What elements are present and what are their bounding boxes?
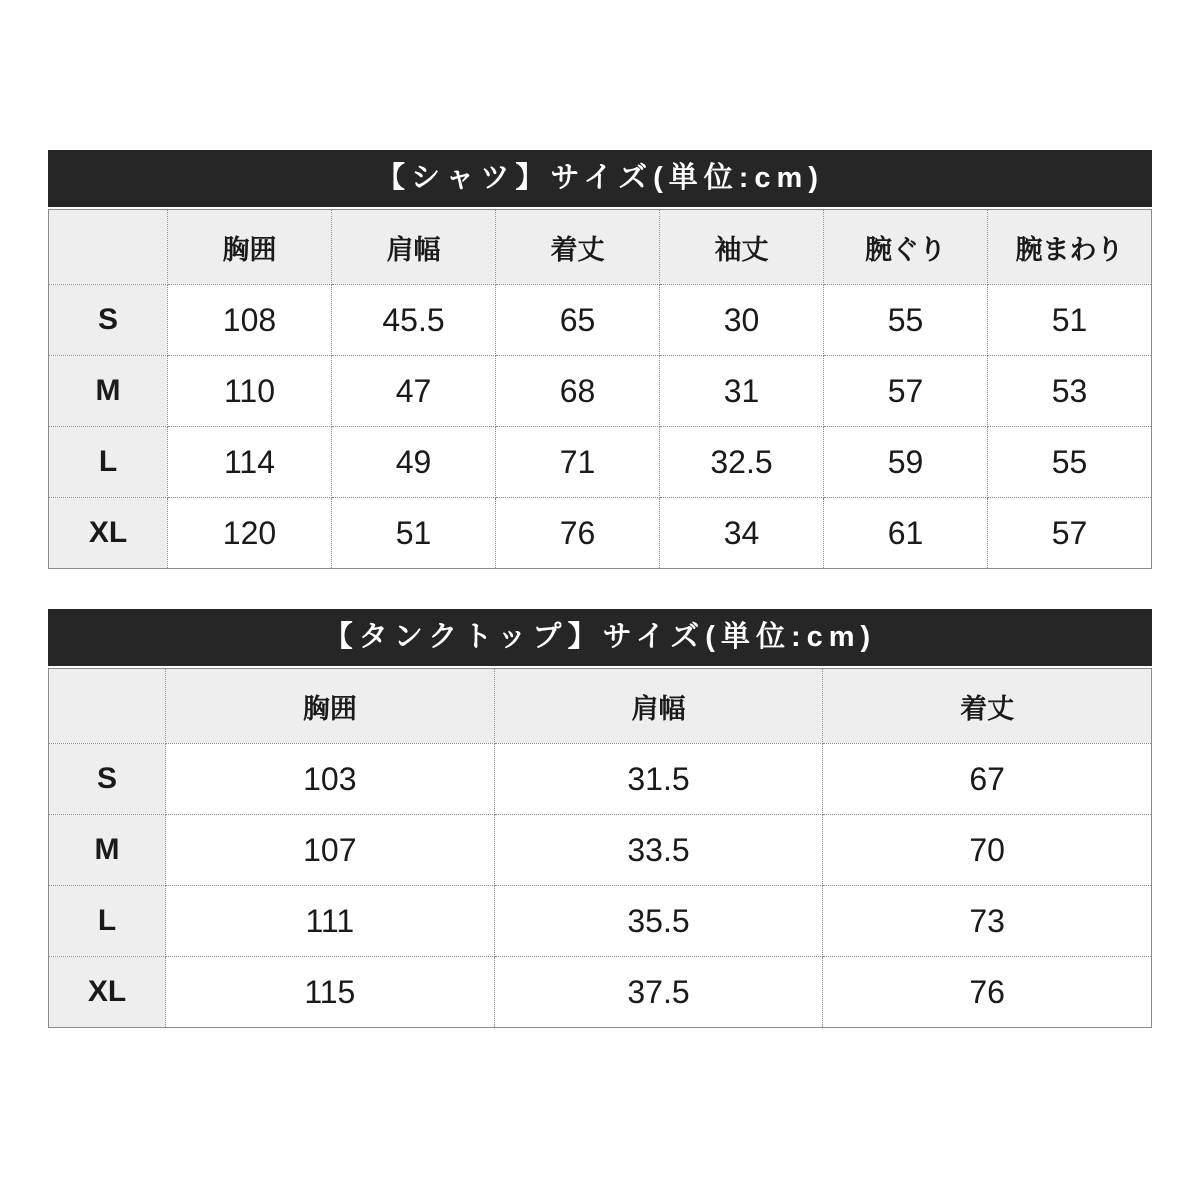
size-cell: 35.5 (494, 886, 823, 957)
size-cell: 51 (988, 285, 1152, 356)
column-header-sleeve: 袖丈 (660, 210, 824, 285)
tanktop-size-section (48, 609, 1152, 1028)
row-label: S (49, 285, 168, 356)
table-row-m (49, 815, 1152, 886)
size-cell: 111 (166, 886, 495, 957)
shirt-size-section (48, 150, 1152, 569)
size-cell: 51 (332, 498, 496, 569)
size-cell: 103 (166, 744, 495, 815)
size-cell: 108 (168, 285, 332, 356)
size-cell: 76 (823, 957, 1152, 1028)
size-cell: 68 (496, 356, 660, 427)
size-cell: 55 (988, 427, 1152, 498)
row-label: XL (49, 957, 166, 1028)
row-label: M (49, 815, 166, 886)
size-cell: 120 (168, 498, 332, 569)
row-label: S (49, 744, 166, 815)
size-cell: 76 (496, 498, 660, 569)
table-row-l (49, 886, 1152, 957)
size-cell: 61 (824, 498, 988, 569)
column-header-length: 着丈 (823, 669, 1152, 744)
size-cell: 71 (496, 427, 660, 498)
size-cell: 59 (824, 427, 988, 498)
size-cell: 33.5 (494, 815, 823, 886)
table-row-xl (49, 957, 1152, 1028)
column-header-arm-circumference: 腕まわり (988, 210, 1152, 285)
size-cell: 53 (988, 356, 1152, 427)
table-row-m (49, 356, 1152, 427)
size-cell: 37.5 (494, 957, 823, 1028)
table-row-l (49, 427, 1152, 498)
column-header-chest: 胸囲 (166, 669, 495, 744)
row-label: L (49, 886, 166, 957)
size-cell: 45.5 (332, 285, 496, 356)
shirt-size-table (48, 209, 1152, 569)
column-header-armhole: 腕ぐり (824, 210, 988, 285)
table-row-s (49, 744, 1152, 815)
column-header-chest: 胸囲 (168, 210, 332, 285)
size-cell: 110 (168, 356, 332, 427)
size-cell: 65 (496, 285, 660, 356)
row-label: XL (49, 498, 168, 569)
column-header-length: 着丈 (496, 210, 660, 285)
size-cell: 30 (660, 285, 824, 356)
table-row-s (49, 285, 1152, 356)
size-cell: 115 (166, 957, 495, 1028)
size-cell: 47 (332, 356, 496, 427)
row-label: M (49, 356, 168, 427)
size-cell: 31 (660, 356, 824, 427)
header-row (49, 210, 1152, 285)
size-cell: 55 (824, 285, 988, 356)
size-cell: 107 (166, 815, 495, 886)
size-cell: 67 (823, 744, 1152, 815)
column-header-shoulder: 肩幅 (332, 210, 496, 285)
corner-cell (49, 669, 166, 744)
size-cell: 57 (824, 356, 988, 427)
header-row (49, 669, 1152, 744)
size-cell: 114 (168, 427, 332, 498)
size-cell: 73 (823, 886, 1152, 957)
size-cell: 70 (823, 815, 1152, 886)
tanktop-table-title: 【タンクトップ】サイズ(単位:cm) (48, 609, 1152, 666)
row-label: L (49, 427, 168, 498)
size-cell: 57 (988, 498, 1152, 569)
corner-cell (49, 210, 168, 285)
column-header-shoulder: 肩幅 (494, 669, 823, 744)
table-row-xl (49, 498, 1152, 569)
tanktop-size-table (48, 668, 1152, 1028)
size-cell: 32.5 (660, 427, 824, 498)
size-cell: 49 (332, 427, 496, 498)
shirt-table-title: 【シャツ】サイズ(単位:cm) (48, 150, 1152, 207)
size-cell: 31.5 (494, 744, 823, 815)
size-cell: 34 (660, 498, 824, 569)
